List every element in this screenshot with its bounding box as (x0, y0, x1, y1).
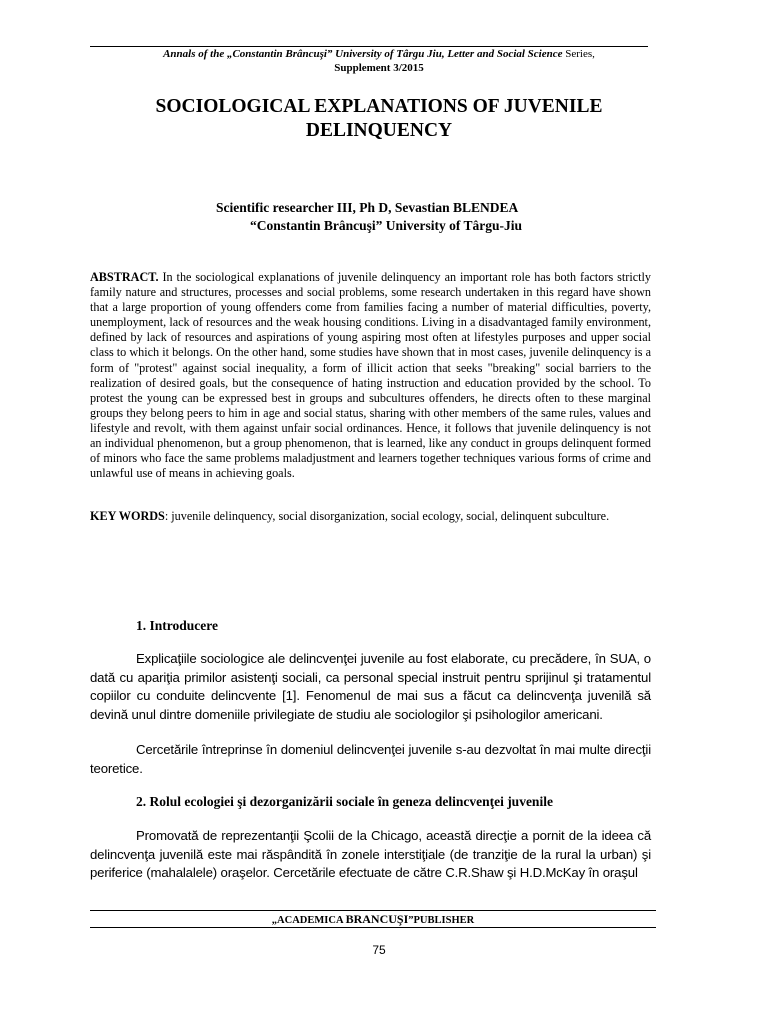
abstract-label: ABSTRACT. (90, 270, 159, 284)
footer-rule-bottom (90, 927, 656, 928)
abstract-text: In the sociological explanations of juvenile delinquency an important role has both factors strictly family nature and structures, processes and social problems, some research undertaken in this regard have shown that a large proportion of young offenders come from families facing a number of material difficulties, poverty, unemployment, lack of resources and the weak housing conditions. Living in a disadvantaged family environment, defined by lack of resources and aspirations of young aspiring most often at lifestyles purposes and upper social class to which it belongs. On the other hand, some studies have shown that in most cases, juvenile delinquency is a form of "protest" against social inequality, a form of illicit action that seeks "breaking" social barriers to the realization of desired goals, but the consequence of hating instruction and education provided by the school. To protest the young can be expressed best in groups and subcultures offenders, he directs often to these marginal groups they belong peers to him in age and social status, sharing with other members of the same rules, values and lifestyle and revolt, with them against unfair social ordinances. Hence, it follows that juvenile delinquency is not an individual phenomenon, but a group phenomenon, that is learned, like any conduct in groups delinquent formed of minors who face the same problems maladjustment and learners together techniques various forms of crime and unlawful use of means in achieving goals. (90, 270, 651, 481)
title-line-2: DELINQUENCY (305, 120, 453, 141)
author-affiliation: “Constantin Brâncuşi” University of Târgu-Jiu (250, 218, 523, 233)
section2-paragraph-1-text: Promovată de reprezentanţii Şcolii de la Chicago, această direcţie a pornit de la ideea că delincvenţa juvenilă este mai răspândită în zonele interstiţiale (de tranziţie de la rural la urban) şi periferice (mahalalele) oraşelor. Cercetările efectuate de către C.R.Shaw şi H.D.McKay în oraşul (90, 828, 651, 881)
section1-paragraph-1 (90, 650, 651, 725)
author-name: Scientific researcher III, Ph D, Sevastian BLENDEA (216, 200, 519, 215)
paper-title (90, 95, 668, 143)
abstract (90, 270, 651, 481)
publisher-footer (90, 912, 656, 928)
keywords (90, 509, 651, 524)
author-block (90, 199, 668, 235)
journal-name: Annals of the „Constantin Brâncuşi” University of Târgu Jiu, Letter and Social Science (163, 48, 563, 60)
section-heading-ecology: 2. Rolul ecologiei şi dezorganizării sociale în geneza delincvenţei juvenile (136, 794, 553, 809)
keywords-text: : juvenile delinquency, social disorganization, social ecology, social, delinquent subculture. (164, 509, 610, 523)
running-header (90, 47, 668, 75)
section2-paragraph-1 (90, 827, 651, 883)
section-heading-introduction: 1. Introducere (136, 618, 218, 633)
section1-paragraph-2 (90, 741, 651, 778)
journal-series: Series, (562, 48, 595, 60)
title-line-1: SOCIOLOGICAL EXPLANATIONS OF JUVENILE (155, 96, 603, 117)
journal-supplement: Supplement 3/2015 (334, 62, 424, 74)
footer-pre: „ACADEMICA (271, 915, 346, 926)
footer-rule-top (90, 910, 656, 911)
footer-brand: BRANCUŞI (345, 912, 409, 926)
section1-paragraph-2-text: Cercetările întreprinse în domeniul delincvenţei juvenile s-au dezvoltat în mai multe direcţii teoretice. (90, 742, 651, 776)
section1-paragraph-1-text: Explicaţiile sociologice ale delincvenţei juvenile au fost elaborate, cu precădere, în SUA, o dată cu apariţia primilor asistenţi sociali, ca personal special instruit pentru sprijinul şi tratamentul copiilor cu conduite delincvente [1]. Fenomenul de mai sus a făcut ca delincvenţa juvenilă să devină unul dintre domeniile privilegiate de studiu ale sociologilor şi psihologilor americani. (90, 651, 651, 723)
page-number: 75 (372, 943, 386, 957)
keywords-label: KEY WORDS (90, 509, 165, 523)
footer-post: ”PUBLISHER (408, 915, 475, 926)
